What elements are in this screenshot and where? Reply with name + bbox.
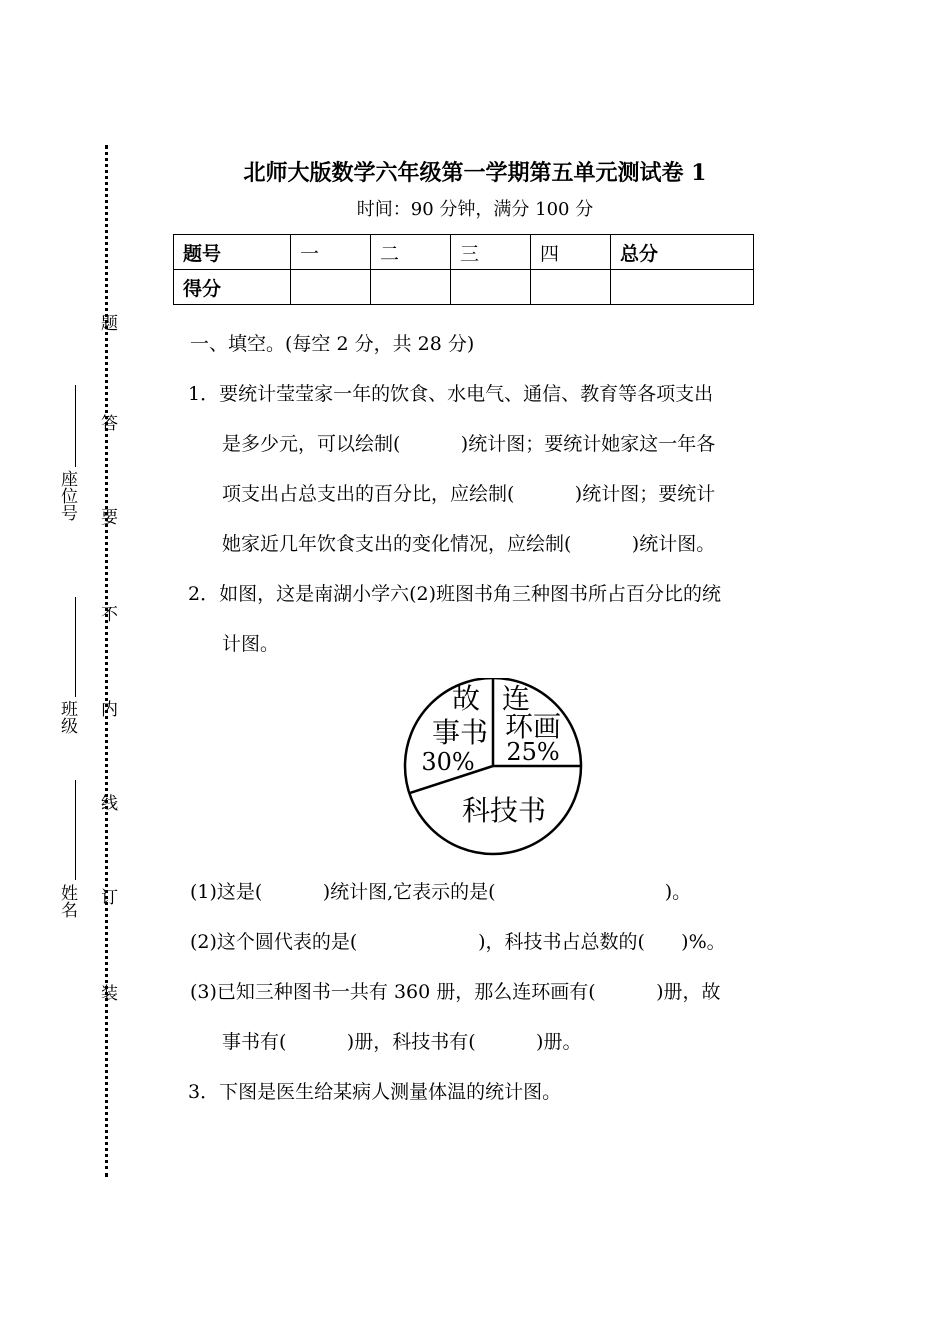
comic-label-line-2: 环画 [504, 710, 562, 743]
binding-char-xian: 线 [97, 794, 117, 811]
score-cell-total[interactable] [611, 270, 754, 305]
score-cell-1[interactable] [291, 270, 371, 305]
score-table-header-row [174, 235, 754, 270]
q2-sub-3: (3)已知三种图书一共有 360 册，那么连环画有( )册，故 [190, 981, 721, 1003]
score-cell-3[interactable] [451, 270, 531, 305]
story-label-line-1: 故 [451, 682, 481, 715]
page-title: 北师大版数学六年级第一学期第五单元测试卷 1 [243, 160, 707, 186]
comic-label-line-1: 连 [501, 682, 531, 715]
score-cell-2[interactable] [371, 270, 451, 305]
score-cell-4[interactable] [531, 270, 611, 305]
binding-char-bu: 不 [97, 605, 117, 622]
comic-value-label: 25% [506, 738, 560, 766]
binding-char-zhuang: 装 [97, 984, 117, 1001]
name-label: 姓名 [57, 884, 77, 918]
binding-char-ding: 订 [97, 888, 117, 905]
header-cell-number: 题号 [174, 235, 291, 270]
q1-line-1: 1．要统计莹莹家一年的饮食、水电气、通信、教育等各项支出 [188, 383, 714, 405]
binding-char-ti: 题 [97, 314, 117, 331]
header-cell-1: 一 [291, 235, 371, 270]
q3-line-1: 3．下图是医生给某病人测量体温的统计图。 [188, 1081, 562, 1103]
score-table [173, 234, 754, 305]
q2-line-1: 2．如图，这是南湖小学六(2)班图书角三种图书所占百分比的统 [188, 583, 722, 605]
name-blank [75, 780, 76, 880]
q1-line-4: 她家近几年饮食支出的变化情况，应绘制( )统计图。 [222, 533, 716, 555]
q2-line-2: 计图。 [222, 633, 280, 655]
binding-char-nei: 内 [97, 700, 117, 717]
science-label: 科技书 [461, 794, 547, 827]
q2-sub-3-cont: 事书有( )册，科技书有( )册。 [222, 1031, 582, 1053]
score-row-label: 得分 [174, 270, 291, 305]
section-1-heading: 一、填空。(每空 2 分，共 28 分) [190, 333, 475, 355]
exam-time-info: 时间：90 分钟，满分 100 分 [356, 199, 594, 220]
seat-blank [75, 385, 76, 467]
q2-sub-2: (2)这个圆代表的是( )，科技书占总数的( )%。 [190, 931, 726, 953]
binding-char-da: 答 [97, 414, 117, 431]
header-cell-2: 二 [371, 235, 451, 270]
q1-line-2: 是多少元，可以绘制( )统计图；要统计她家这一年各 [222, 433, 716, 455]
binding-dotted-line [105, 145, 108, 1177]
q2-sub-1: (1)这是( )统计图,它表示的是( )。 [190, 881, 692, 903]
class-label: 班级 [57, 700, 77, 734]
score-table-score-row [174, 270, 754, 305]
story-value-label: 30% [421, 748, 475, 776]
header-cell-3: 三 [451, 235, 531, 270]
story-label-line-2: 事书 [431, 716, 489, 749]
header-cell-4: 四 [531, 235, 611, 270]
binding-char-yao: 要 [97, 508, 117, 525]
q1-line-3: 项支出占总支出的百分比，应绘制( )统计图；要统计 [222, 483, 716, 505]
class-blank [75, 597, 76, 697]
header-cell-total: 总分 [611, 235, 754, 270]
seat-label: 座位号 [57, 470, 77, 521]
book-percentage-pie-chart [398, 678, 588, 858]
